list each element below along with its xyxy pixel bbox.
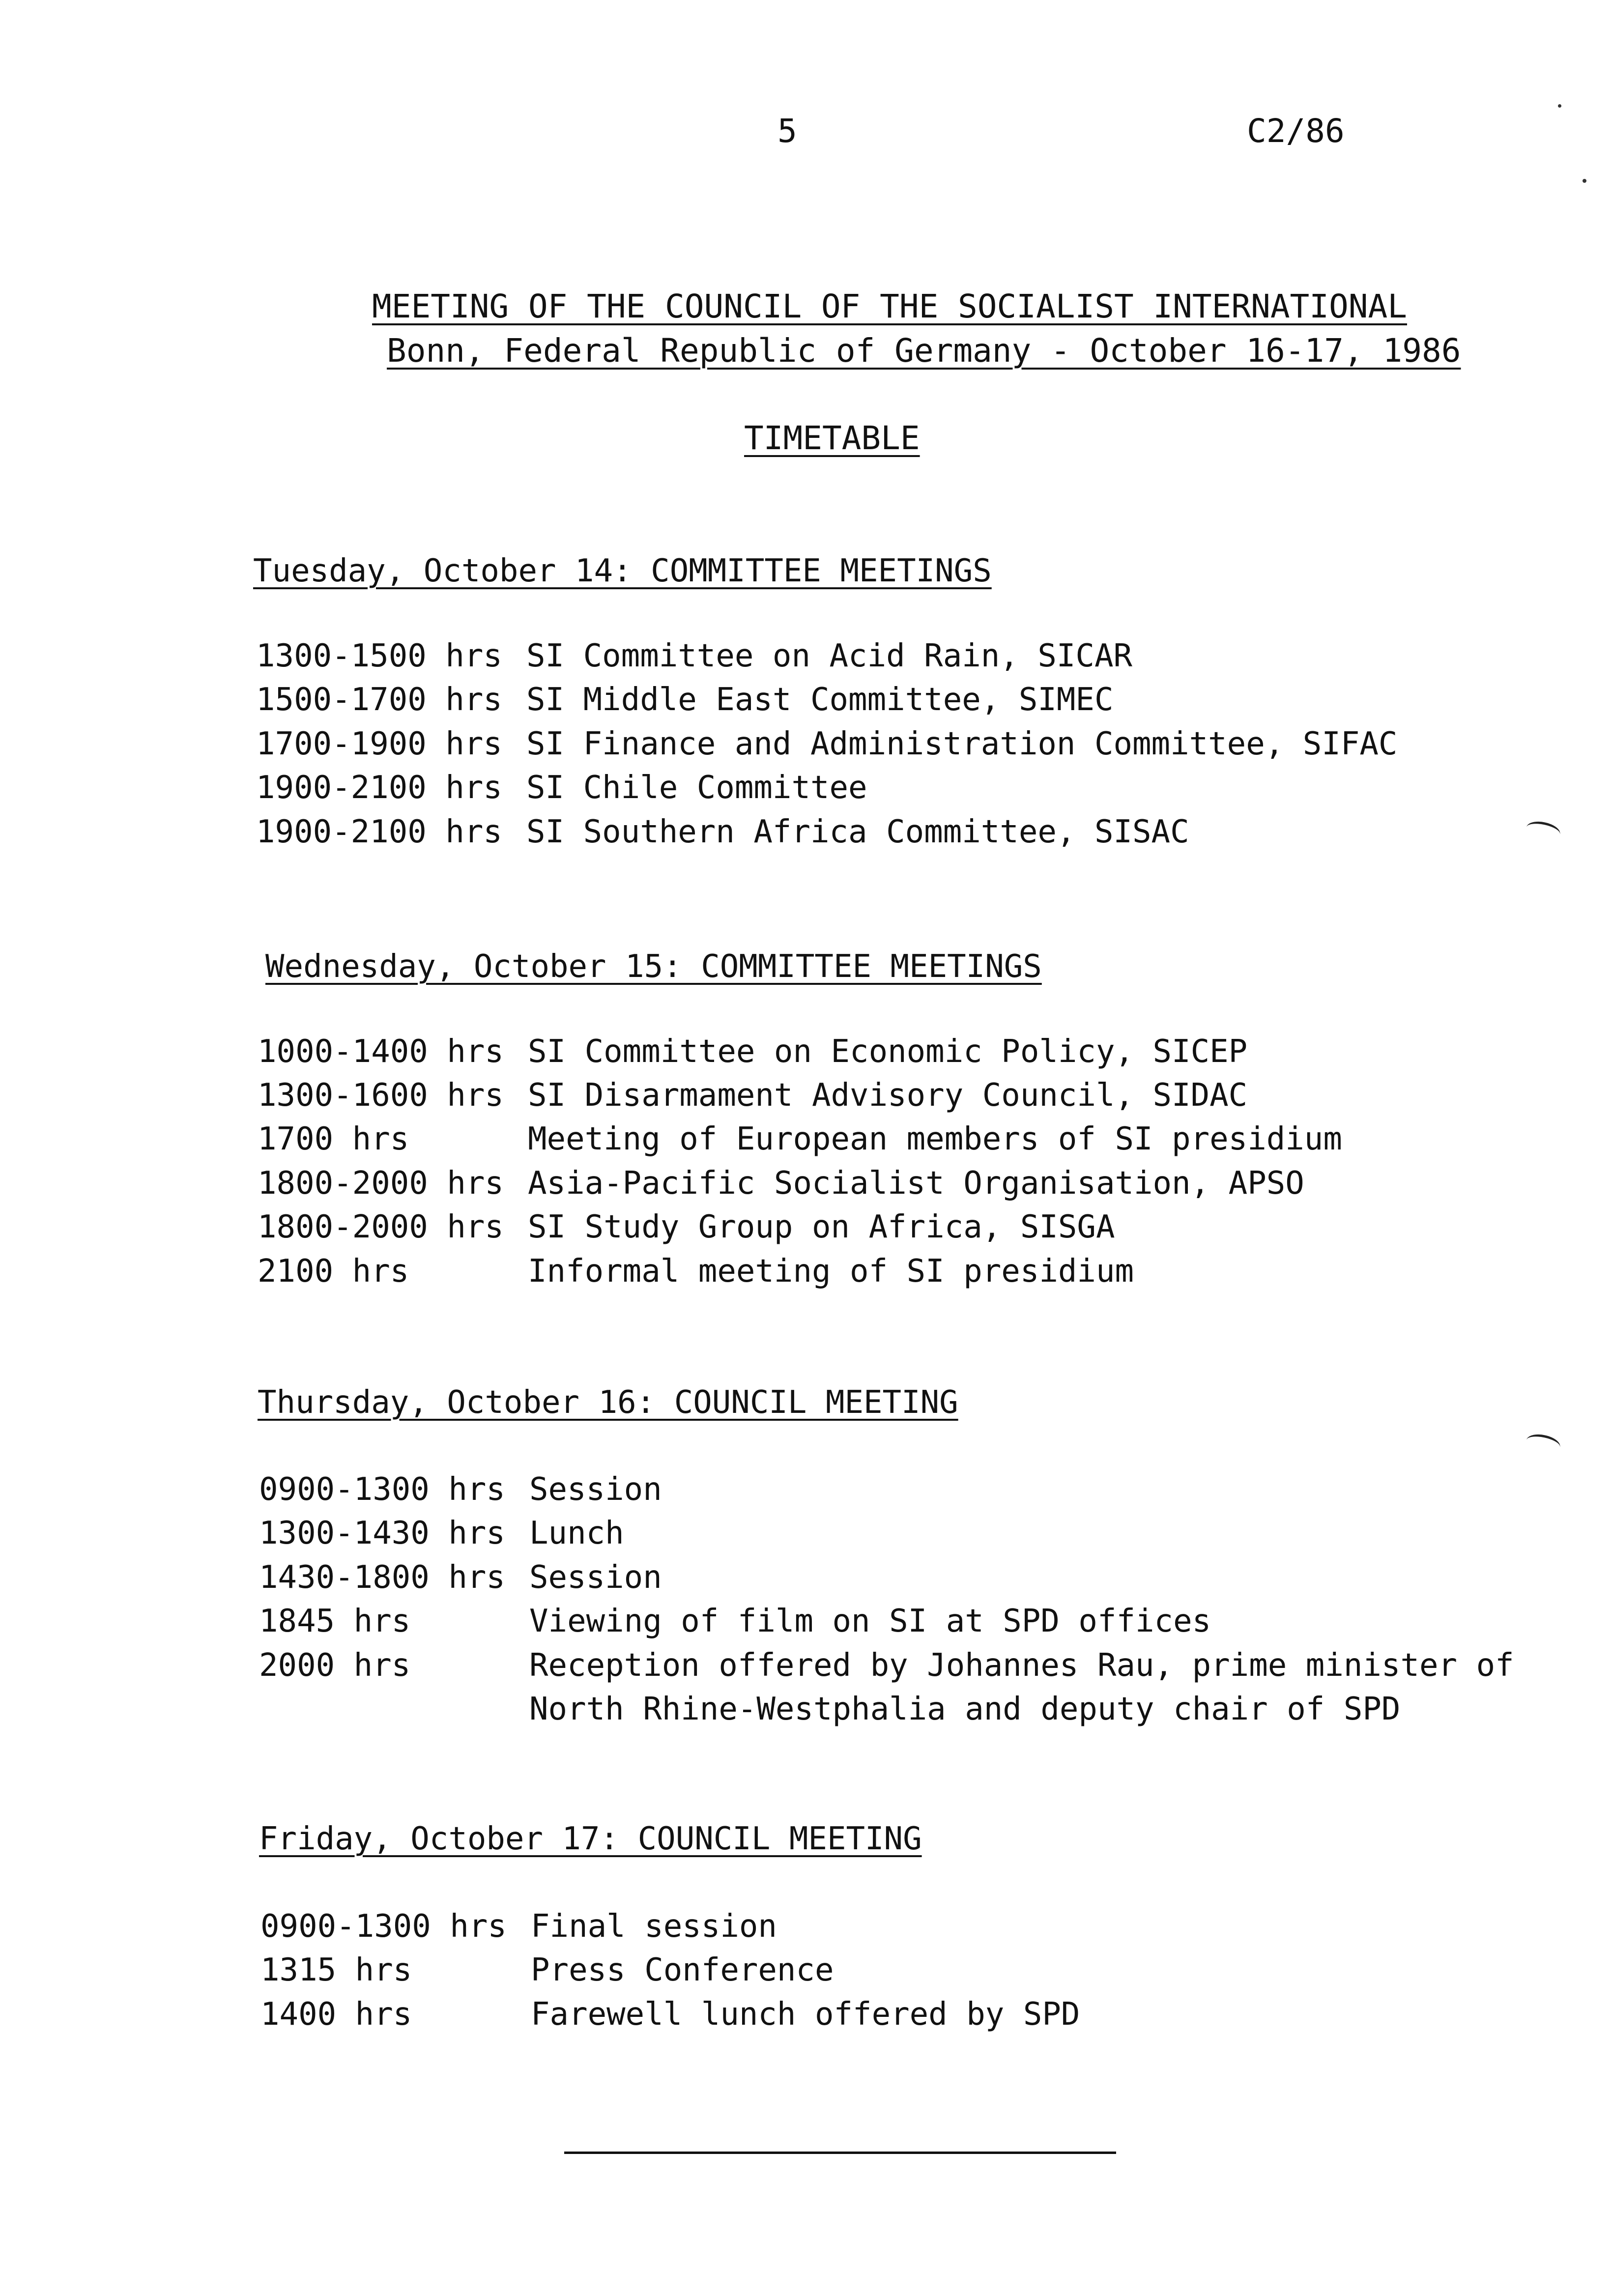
punch-hole-mark (1525, 1432, 1562, 1456)
time-slot: 1800-2000 hrs (258, 1165, 504, 1202)
time-slot: 1700 hrs (258, 1121, 409, 1157)
time-slot: 1500-1700 hrs (256, 682, 502, 718)
end-rule-divider (564, 2152, 1116, 2154)
section-heading-thursday: Thursday, October 16: COUNCIL MEETING (258, 1384, 958, 1421)
time-slot: 0900-1300 hrs (259, 1471, 505, 1508)
event-description: SI Chile Committee (526, 770, 867, 806)
event-description: SI Southern Africa Committee, SISAC (526, 814, 1189, 850)
event-description: Asia-Pacific Socialist Organisation, APSO (528, 1165, 1304, 1202)
time-slot: 1300-1600 hrs (258, 1077, 504, 1114)
time-slot: 1300-1500 hrs (256, 638, 502, 674)
event-description: Final session (531, 1908, 777, 1945)
time-slot: 0900-1300 hrs (260, 1908, 507, 1945)
event-description: Lunch (529, 1515, 624, 1551)
section-heading-friday: Friday, October 17: COUNCIL MEETING (259, 1821, 922, 1857)
section-heading-wednesday: Wednesday, October 15: COMMITTEE MEETINGS (265, 948, 1042, 985)
scan-speck (1583, 179, 1586, 183)
meeting-location-date: Bonn, Federal Republic of Germany - October 16-17, 1986 (387, 332, 1461, 370)
event-description: SI Middle East Committee, SIMEC (526, 682, 1114, 718)
time-slot: 1800-2000 hrs (258, 1209, 504, 1245)
section-heading-tuesday: Tuesday, October 14: COMMITTEE MEETINGS (253, 553, 992, 589)
time-slot: 1000-1400 hrs (258, 1033, 504, 1070)
time-slot: 1900-2100 hrs (256, 814, 502, 850)
time-slot: 1900-2100 hrs (256, 770, 502, 806)
event-description: Meeting of European members of SI presidium (528, 1121, 1342, 1157)
event-description: North Rhine-Westphalia and deputy chair of SPD (529, 1691, 1401, 1727)
event-description: Informal meeting of SI presidium (528, 1253, 1134, 1290)
time-slot: 1430-1800 hrs (259, 1559, 505, 1596)
time-slot: 1845 hrs (259, 1603, 411, 1639)
time-slot: 1300-1430 hrs (259, 1515, 505, 1551)
event-description: SI Committee on Acid Rain, SICAR (526, 638, 1132, 674)
time-slot: 1315 hrs (260, 1952, 412, 1988)
event-description: SI Study Group on Africa, SISGA (528, 1209, 1115, 1245)
event-description: Viewing of film on SI at SPD offices (529, 1603, 1211, 1639)
event-description: SI Committee on Economic Policy, SICEP (528, 1033, 1248, 1070)
meeting-title: MEETING OF THE COUNCIL OF THE SOCIALIST INTERNATIONAL (372, 287, 1407, 325)
event-description: SI Disarmament Advisory Council, SIDAC (528, 1077, 1248, 1114)
time-slot: 2000 hrs (259, 1647, 411, 1684)
event-description: Session (529, 1559, 662, 1596)
event-description: Session (529, 1471, 662, 1508)
page-number: 5 (777, 112, 797, 150)
document-code: C2/86 (1247, 112, 1345, 150)
event-description: Press Conference (531, 1952, 834, 1988)
event-description: SI Finance and Administration Committee, SIFAC (526, 726, 1398, 762)
event-description: Farewell lunch offered by SPD (531, 1996, 1080, 2033)
time-slot: 1400 hrs (260, 1996, 412, 2033)
time-slot: 2100 hrs (258, 1253, 409, 1290)
time-slot: 1700-1900 hrs (256, 726, 502, 762)
timetable-heading: TIMETABLE (744, 419, 920, 457)
punch-hole-mark (1525, 819, 1562, 843)
scan-speck (1558, 104, 1561, 108)
event-description: Reception offered by Johannes Rau, prime minister of (529, 1647, 1514, 1684)
